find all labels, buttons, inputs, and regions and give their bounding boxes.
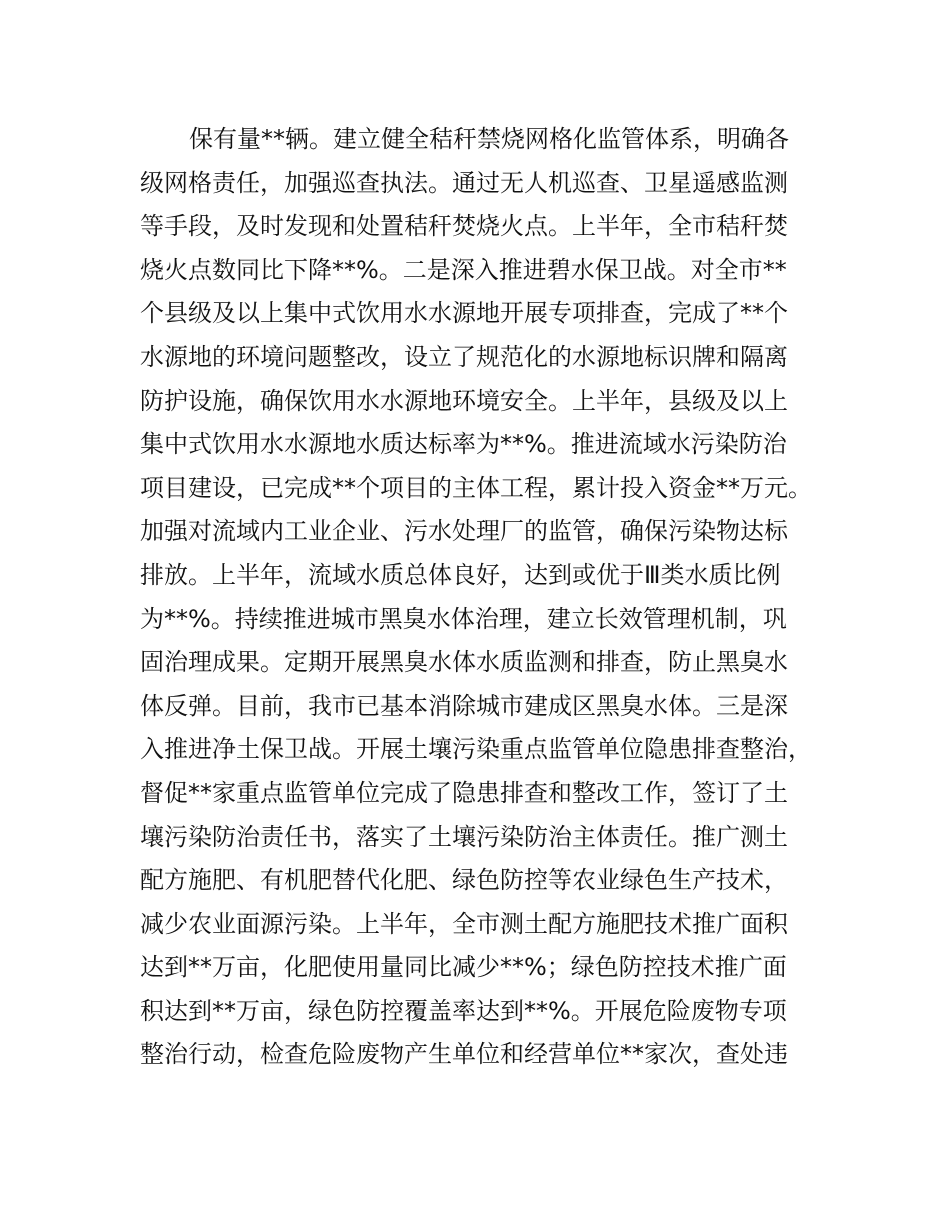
- text-line: 达到**万亩，化肥使用量同比减少**%；绿色防控技术推广面: [140, 953, 787, 982]
- text-line: 为**%。持续推进城市黑臭水体治理，建立长效管理机制，巩: [140, 604, 787, 633]
- text-line: 整治行动，检查危险废物产生单位和经营单位**家次，查处违: [140, 1040, 788, 1069]
- text-line: 体反弹。目前，我市已基本消除城市建成区黑臭水体。三是深: [140, 691, 788, 720]
- text-line: 水源地的环境问题整改，设立了规范化的水源地标识牌和隔离: [140, 342, 788, 371]
- text-line: 加强对流域内工业企业、污水处理厂的监管，确保污染物达标: [140, 517, 788, 546]
- text-line: 减少农业面源污染。上半年，全市测土配方施肥技术推广面积: [140, 909, 788, 938]
- text-line: 积达到**万亩，绿色防控覆盖率达到**%。开展危险废物专项: [140, 996, 787, 1025]
- body-paragraph: [140, 118, 840, 1077]
- text-line: 防护设施，确保饮用水水源地环境安全。上半年，县级及以上: [140, 386, 788, 415]
- text-line: 集中式饮用水水源地水质达标率为**%。推进流域水污染防治: [140, 430, 787, 459]
- text-line: 督促**家重点监管单位完成了隐患排查和整改工作，签订了土: [140, 778, 788, 807]
- text-line: 壤污染防治责任书，落实了土壤污染防治主体责任。推广测土: [140, 822, 788, 851]
- text-line: 配方施肥、有机肥替代化肥、绿色防控等农业绿色生产技术，: [140, 866, 788, 895]
- text-line: 烧火点数同比下降**%。二是深入推进碧水保卫战。对全市**: [140, 255, 787, 284]
- text-line: 固治理成果。定期开展黑臭水体水质监测和排查，防止黑臭水: [140, 648, 788, 677]
- text-line: 入推进净土保卫战。开展土壤污染重点监管单位隐患排查整治，: [140, 735, 812, 764]
- text-line: 等手段，及时发现和处置秸秆焚烧火点。上半年，全市秸秆焚: [140, 212, 788, 241]
- text-line: 项目建设，已完成**个项目的主体工程，累计投入资金**万元。: [140, 473, 812, 502]
- text-line: 个县级及以上集中式饮用水水源地开展专项排查，完成了**个: [140, 299, 788, 328]
- text-line: 保有量**辆。建立健全秸秆禁烧网格化监管体系，明确各: [189, 125, 789, 153]
- text-line: 排放。上半年，流域水质总体良好，达到或优于Ⅲ类水质比例: [140, 560, 781, 589]
- text-line: 级网格责任，加强巡查执法。通过无人机巡查、卫星遥感监测: [140, 168, 788, 197]
